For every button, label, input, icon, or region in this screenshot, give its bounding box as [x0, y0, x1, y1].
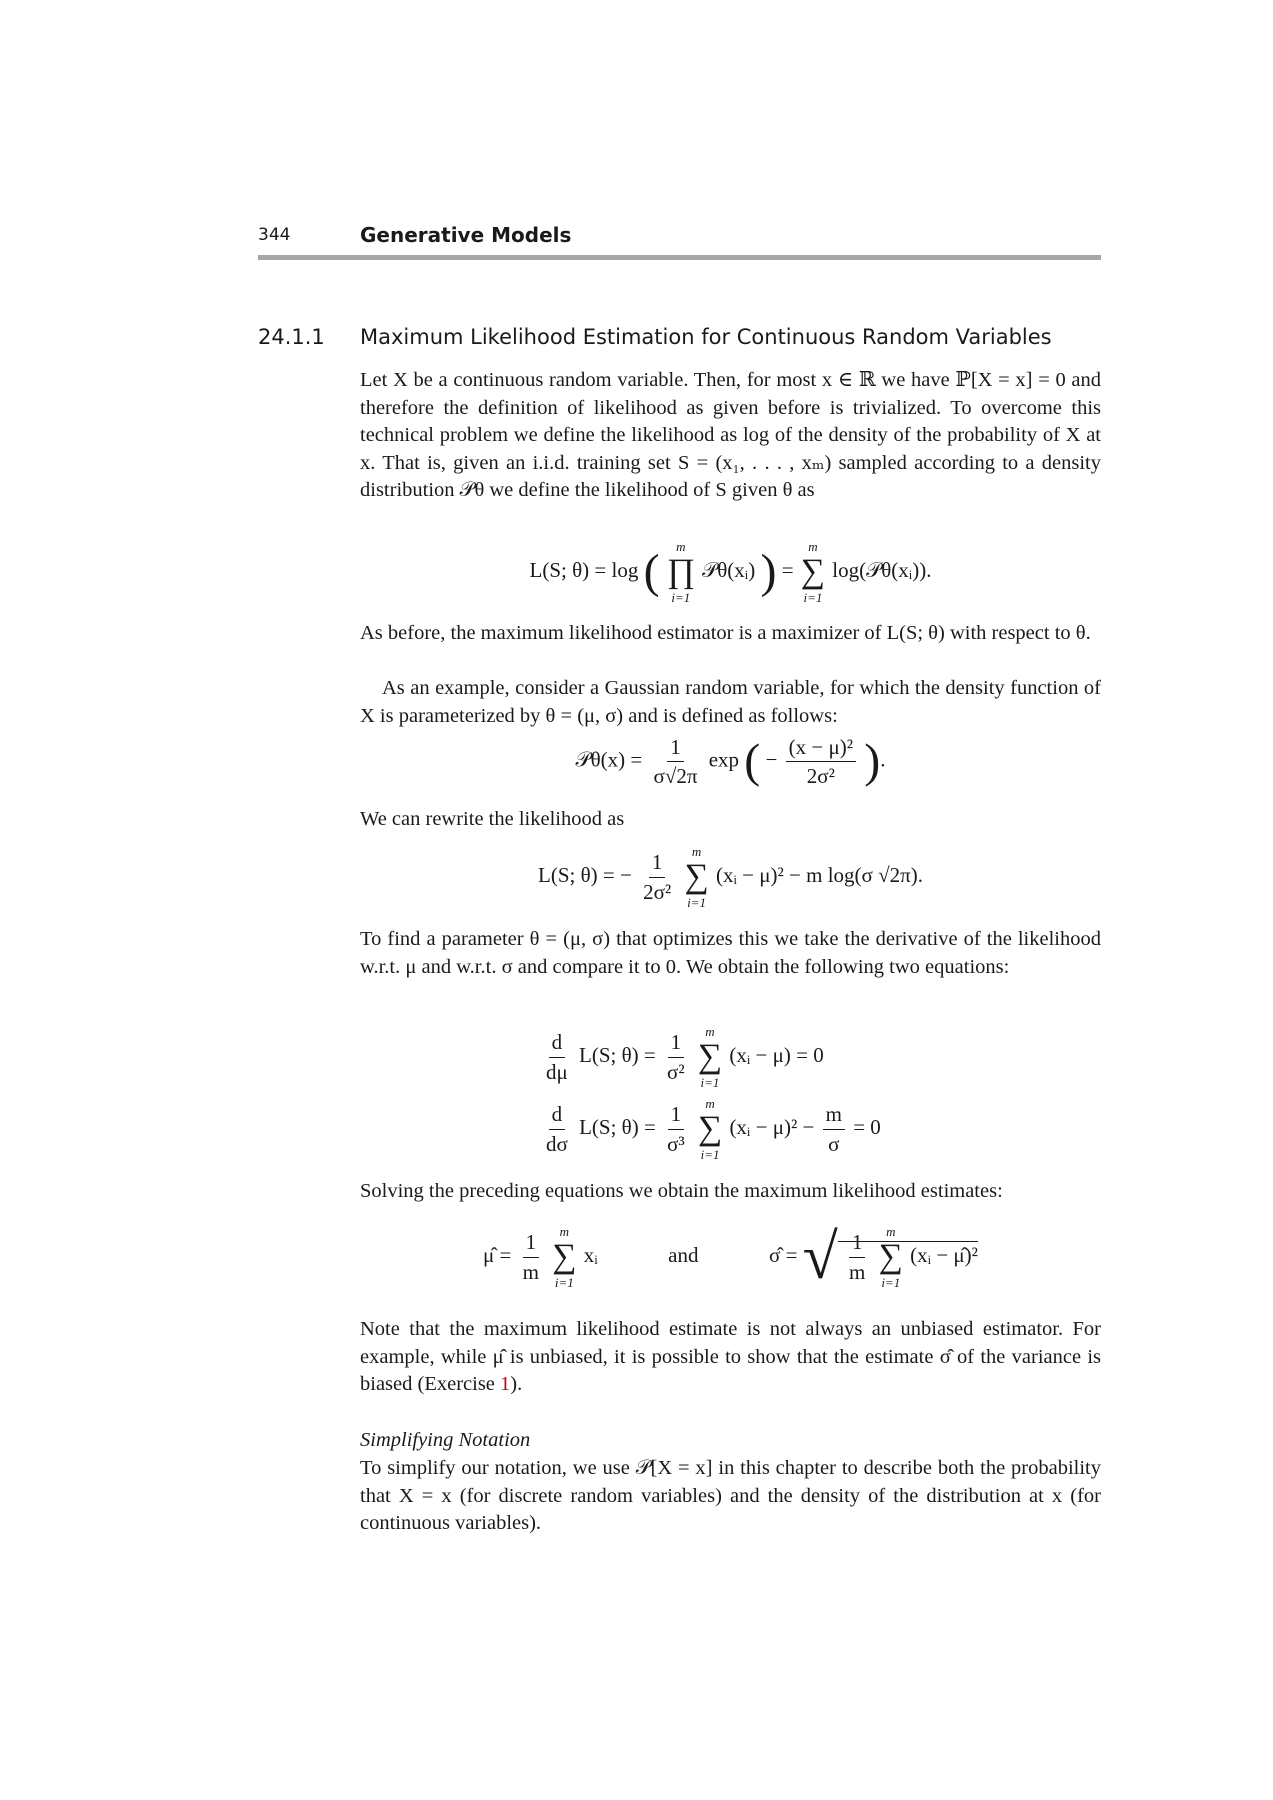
- eq5-d-den: dσ: [546, 1131, 568, 1156]
- eq4-sum-operator: [698, 1025, 722, 1089]
- eq1-product-lower: i=1: [671, 590, 691, 605]
- eq5-d-num: d: [549, 1102, 566, 1129]
- eq1-sum-lower: i=1: [803, 590, 823, 605]
- paragraph-rewrite: We can rewrite the likelihood as: [360, 808, 625, 830]
- eq4-frac-den: σ²: [667, 1059, 685, 1084]
- eq2-close-paren: ): [864, 734, 881, 788]
- eq6-sigma-frac-den: m: [849, 1259, 866, 1284]
- eq6-sigma-sum-operator: [879, 1225, 903, 1289]
- eq3-frac-num: 1: [649, 850, 666, 877]
- eq5-end: = 0: [853, 1114, 881, 1139]
- paragraph-derivative: To find a parameter θ = (μ, σ) that optimizes this we take the derivative of the likelihood w.r.t. μ and w.r.t. σ and compare it to 0. We obtain the following two equations:: [360, 928, 1101, 978]
- eq1-sum-operator: [801, 540, 825, 604]
- eq5-sum-operator: [698, 1097, 722, 1161]
- running-title: Generative Models: [360, 223, 572, 247]
- eq1-sum-upper: m: [808, 539, 818, 554]
- sum-symbol: ∑: [697, 1110, 723, 1147]
- p7-text-after: ).: [510, 1373, 523, 1395]
- eq1-rhs: log(𝒫θ(xᵢ)).: [832, 557, 932, 582]
- equation-log-likelihood: [360, 845, 1101, 909]
- eq4-frac-num: 1: [668, 1030, 685, 1057]
- eq2-frac-den: σ√2π: [653, 764, 698, 789]
- section-title: Maximum Likelihood Estimation for Continuous Random Variables: [360, 325, 1052, 349]
- eq5-m-num: m: [823, 1102, 845, 1129]
- eq3-sum-operator: [684, 845, 708, 909]
- eq5-sum-upper: m: [705, 1096, 715, 1111]
- eq6-sigma-rhs: (xᵢ − μ̂)²: [910, 1242, 978, 1267]
- eq4-fraction: [664, 1030, 688, 1083]
- eq2-exp: exp: [708, 747, 740, 772]
- equation-gaussian-density: 𝒫θ(x) = $\frac{1}{\sigma√2\pi}$ exp ( − $\frac{\text{(x − μ)²}}{\text{2σ²}}$ ).: [575, 734, 886, 789]
- equation-derivative-mu: [540, 1025, 1040, 1089]
- subheading-simplifying-notation: Simplifying Notation: [360, 1429, 531, 1451]
- eq4-d-num: d: [549, 1030, 566, 1057]
- eq4-mid: L(S; θ) =: [579, 1042, 656, 1067]
- eq6-sigma-fraction: [846, 1230, 868, 1283]
- header-rule: [258, 255, 1101, 260]
- eq6-sigma-frac-num: 1: [849, 1230, 866, 1257]
- eq5-fraction: [664, 1102, 688, 1155]
- eq6-mu-fraction: [520, 1230, 542, 1283]
- eq6-sigma-lhs: σ̂ =: [769, 1242, 798, 1267]
- eq3-frac-den: 2σ²: [643, 879, 672, 904]
- paragraph-intro: Let X be a continuous random variable. Then, for most x ∈ ℝ we have ℙ[X = x] = 0 and therefore the definition of likelihood as given before is trivialized. To overcome this technical problem we define the likelihood as log of the density of the probability of X at x. That is, given an i.i.d. training set S = (x₁, . . . , xₘ) sampled according to a density distribution 𝒫θ we define the likelihood of S given θ as: [360, 369, 1101, 501]
- eq4-rhs: (xᵢ − μ) = 0: [729, 1042, 824, 1067]
- eq2-inner-num: (x − μ)²: [786, 735, 856, 762]
- sum-symbol: ∑: [684, 858, 709, 895]
- eq6-sqrt-body: [838, 1224, 978, 1290]
- section-number: 24.1.1: [258, 325, 325, 349]
- eq3-lhs: L(S; θ) = −: [538, 862, 632, 887]
- eq5-derivative-op: [543, 1102, 571, 1155]
- eq6-mu-sum-operator: [552, 1225, 576, 1289]
- eq4-d-den: dμ: [546, 1059, 568, 1084]
- eq2-frac-num: 1: [667, 735, 684, 762]
- eq5-frac-den: σ³: [667, 1131, 685, 1156]
- sum-symbol: ∑: [800, 553, 826, 590]
- paragraph-gaussian-example: As an example, consider a Gaussian random variable, for which the density function of X is parameterized by θ = (μ, σ) and is defined as follows:: [360, 677, 1101, 727]
- eq6-mu-frac-den: m: [522, 1259, 539, 1284]
- eq1-product-upper: m: [676, 539, 686, 554]
- eq4-sum-upper: m: [705, 1024, 715, 1039]
- p7-text-before: Note that the maximum likelihood estimate is not always an unbiased estimator. For example, while μ̂ is unbiased, it is possible to show that the estimate σ̂ of the variance is biased (Exercise: [360, 1318, 1101, 1395]
- eq3-sum-upper: m: [691, 844, 702, 859]
- eq2-fraction: [651, 735, 701, 788]
- exercise-reference-link[interactable]: 1: [500, 1373, 511, 1395]
- eq1-product-body: 𝒫θ(xᵢ): [702, 557, 756, 582]
- eq6-mu-sum-upper: m: [559, 1224, 570, 1239]
- eq2-inner-fraction: [786, 735, 856, 788]
- equation-derivative-sigma: [540, 1097, 1040, 1161]
- eq6-sigma-sum-lower: i=1: [881, 1275, 901, 1290]
- eq5-m-den: σ: [828, 1131, 840, 1156]
- eq3-fraction: [640, 850, 674, 903]
- eq2-open-paren: (: [744, 734, 761, 788]
- paragraph-notation: To simplify our notation, we use 𝒫[X = x] in this chapter to describe both the probability that X = x (for discrete random variables) and the density of the distribution at x (for continuous variables).: [360, 1457, 1101, 1534]
- product-symbol: ∏: [666, 553, 695, 590]
- eq1-lhs: L(S; θ) = log: [529, 557, 639, 582]
- eq2-inner-den: 2σ²: [806, 764, 835, 789]
- eq1-open-paren: (: [643, 545, 660, 598]
- eq5-frac-num: 1: [668, 1102, 685, 1129]
- equation-likelihood-definition: [360, 540, 1101, 604]
- eq6-mu-lhs: μ̂ =: [483, 1242, 512, 1267]
- eq1-close-paren: ): [760, 545, 777, 598]
- eq3-sum-lower: i=1: [687, 895, 707, 910]
- sum-symbol: ∑: [552, 1238, 577, 1275]
- eq3-rhs: (xᵢ − μ)² − m log(σ √2π).: [715, 862, 923, 887]
- eq4-derivative-op: [543, 1030, 571, 1083]
- eq5-m-fraction: [823, 1102, 845, 1155]
- eq5-sum-lower: i=1: [700, 1147, 720, 1162]
- eq6-sigma-sum-upper: m: [886, 1224, 896, 1239]
- paragraph-estimator: As before, the maximum likelihood estimator is a maximizer of L(S; θ) with respect to θ.: [360, 622, 1091, 644]
- eq4-sum-lower: i=1: [700, 1075, 720, 1090]
- equation-ml-estimates: [360, 1221, 1101, 1292]
- sum-symbol: ∑: [878, 1238, 903, 1275]
- eq2-lhs: 𝒫θ(x) =: [575, 747, 643, 772]
- eq1-equals: =: [781, 557, 794, 582]
- eq6-mu-rhs: xᵢ: [583, 1242, 598, 1267]
- eq2-minus: −: [765, 747, 778, 772]
- eq6-mu-sum-lower: i=1: [554, 1275, 574, 1290]
- sqrt-radical-icon: √: [802, 1221, 838, 1292]
- eq5-rhs: (xᵢ − μ)² −: [729, 1114, 815, 1139]
- eq5-mid: L(S; θ) =: [579, 1114, 656, 1139]
- eq1-product-operator: [667, 540, 695, 604]
- sum-symbol: ∑: [697, 1038, 723, 1075]
- paragraph-solving: Solving the preceding equations we obtain the maximum likelihood estimates:: [360, 1180, 1003, 1202]
- eq6-mu-frac-num: 1: [523, 1230, 540, 1257]
- eq6-and: and: [668, 1242, 699, 1267]
- paragraph-unbiased-note: [360, 1316, 1101, 1399]
- page-number: 344: [258, 225, 291, 245]
